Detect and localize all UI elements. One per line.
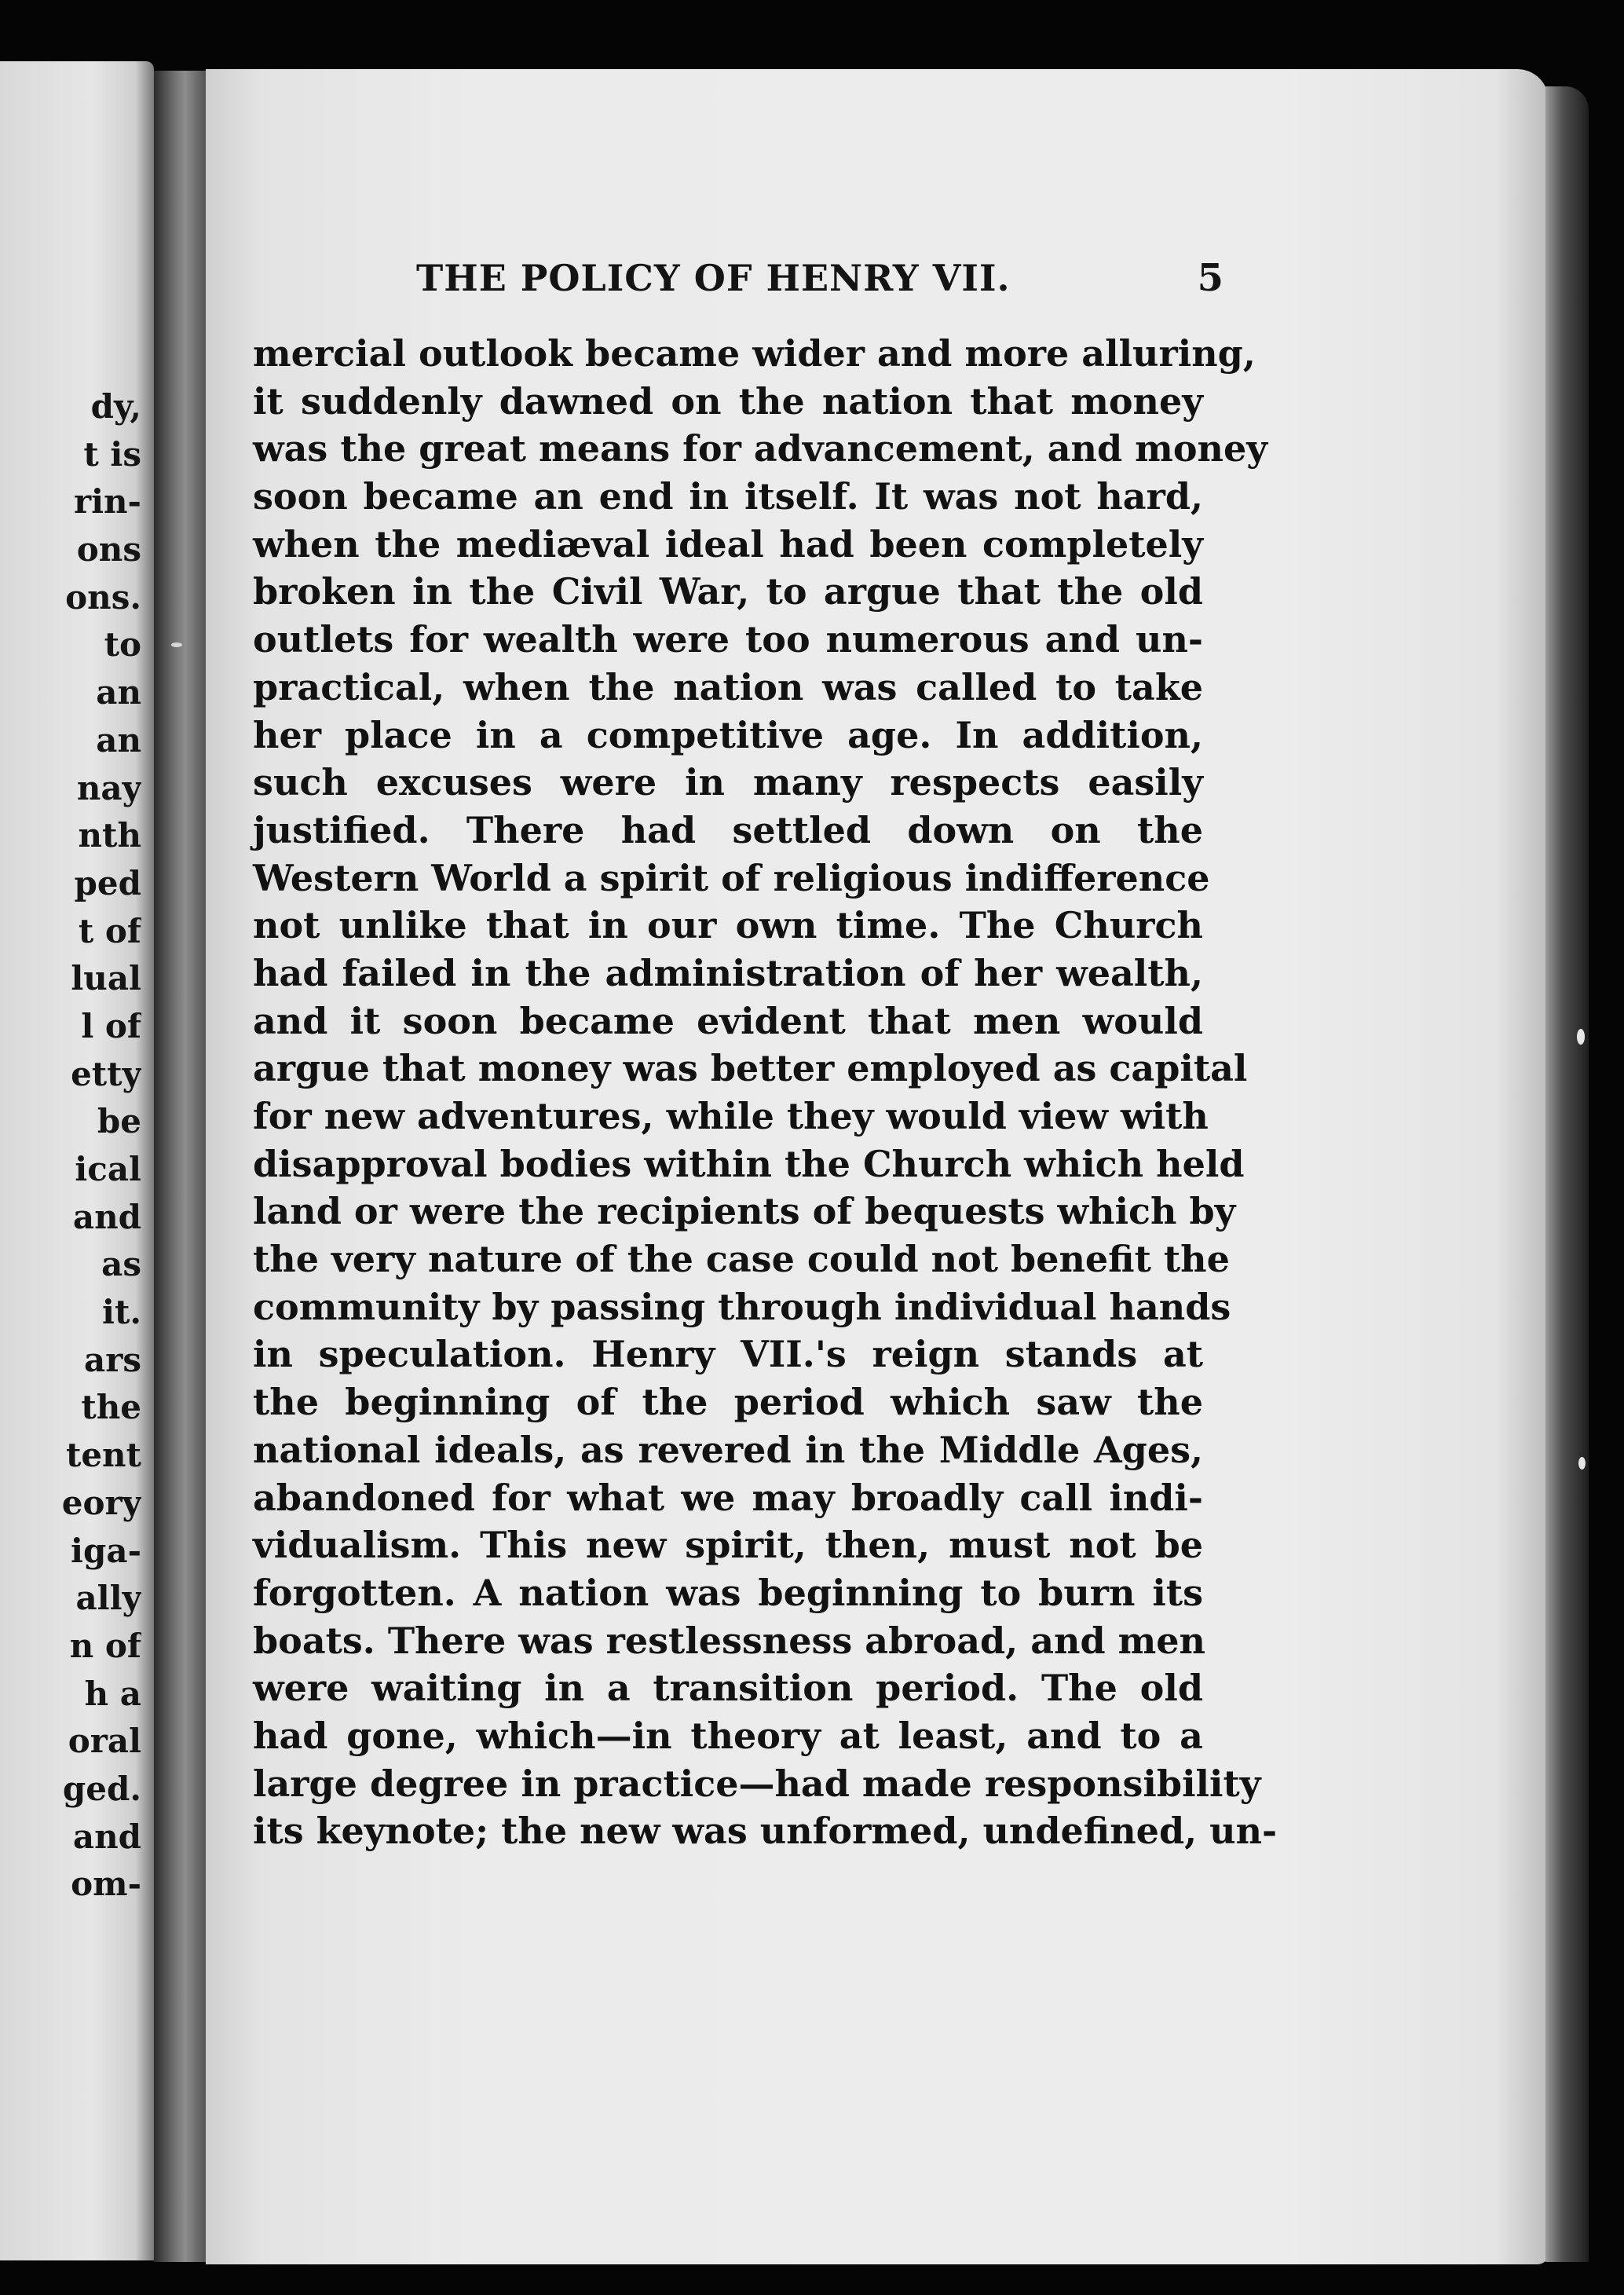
text-line: the beginning of the period which saw the — [253, 1381, 1203, 1424]
text-line: national ideals, as revered in the Middle Ages, — [253, 1428, 1203, 1471]
left-page-text-fragments — [0, 383, 141, 1909]
text-line: in speculation. Henry VII.'s reign stands at — [253, 1333, 1203, 1376]
body-text — [253, 330, 1278, 1855]
text-line: disapproval bodies within the Church which held — [253, 1142, 1245, 1185]
text-line: community by passing through individual hands — [253, 1285, 1231, 1328]
left-page-line-fragment: lual — [71, 959, 141, 998]
scan-speck — [1578, 1457, 1586, 1470]
left-page-line-fragment: the — [81, 1388, 141, 1427]
left-page-line-fragment: ally — [75, 1579, 141, 1618]
text-line: practical, when the nation was called to take — [253, 665, 1203, 708]
text-line: had gone, which—in theory at least, and to a — [253, 1714, 1203, 1757]
text-line: the very nature of the case could not benefit the — [253, 1238, 1230, 1281]
text-line: when the mediæval ideal had been completely — [253, 522, 1203, 566]
left-page-line-fragment: nay — [76, 768, 141, 807]
left-page-line-fragment: nth — [78, 816, 141, 855]
left-page-line-fragment: be — [97, 1102, 141, 1141]
left-page-line-fragment: as — [101, 1245, 141, 1284]
text-line: were waiting in a transition period. The old — [253, 1667, 1203, 1710]
text-line: it suddenly dawned on the nation that money — [253, 379, 1203, 423]
running-head — [416, 253, 1223, 303]
left-page-line-fragment: ped — [74, 863, 141, 902]
scan-speck — [171, 642, 182, 647]
left-page-line-fragment: to — [104, 625, 141, 664]
text-line: forgotten. A nation was beginning to burn its — [253, 1571, 1203, 1614]
left-page-line-fragment: and — [72, 1817, 141, 1856]
text-line: not unlike that in our own time. The Church — [253, 904, 1203, 947]
page-number: 5 — [1197, 256, 1223, 300]
text-line: was the great means for advancement, and money — [253, 427, 1267, 470]
left-page-line-fragment: iga- — [71, 1531, 141, 1570]
left-page-line-fragment: ons — [76, 530, 141, 569]
left-page-line-fragment: t of — [78, 911, 141, 950]
text-line: soon became an end in itself. It was not hard, — [253, 475, 1203, 518]
left-page-line-fragment: an — [96, 720, 141, 760]
text-line: Western World a spirit of religious indifference — [253, 856, 1210, 899]
text-line: abandoned for what we may broadly call indi- — [253, 1476, 1203, 1519]
left-page-line-fragment: ged. — [62, 1769, 141, 1808]
text-line: outlets for wealth were too numerous and un- — [253, 618, 1203, 661]
running-title: THE POLICY OF HENRY VII. — [416, 257, 1011, 299]
scan-speck — [1577, 1029, 1585, 1045]
text-line: justified. There had settled down on the — [253, 808, 1203, 851]
text-line: had failed in the administration of her wealth, — [253, 951, 1203, 994]
text-line: vidualism. This new spirit, then, must not be — [253, 1524, 1203, 1567]
left-page-line-fragment: ars — [84, 1340, 141, 1379]
text-line: land or were the recipients of bequests which by — [253, 1190, 1236, 1233]
book-gutter — [154, 71, 210, 2262]
text-line: mercial outlook became wider and more alluring, — [253, 332, 1256, 375]
text-line: such excuses were in many respects easily — [253, 761, 1203, 804]
left-page-line-fragment: oral — [68, 1722, 141, 1761]
left-page-line-fragment: rin- — [73, 482, 141, 522]
left-facing-page — [0, 61, 154, 2260]
left-page-line-fragment: h a — [84, 1674, 141, 1713]
text-line: and it soon became evident that men would — [253, 999, 1203, 1042]
left-page-line-fragment: l of — [81, 1006, 141, 1045]
left-page-line-fragment: ons. — [65, 577, 141, 617]
left-page-line-fragment: n of — [69, 1626, 141, 1665]
left-page-line-fragment: tent — [65, 1436, 141, 1475]
left-page-line-fragment: and — [72, 1197, 141, 1236]
page-edge-shadow — [1545, 86, 1589, 2262]
text-line: boats. There was restlessness abroad, and men — [253, 1619, 1206, 1662]
left-page-line-fragment: ical — [75, 1150, 141, 1188]
text-line: its keynote; the new was unformed, undefined, un- — [253, 1810, 1278, 1853]
text-line: her place in a competitive age. In addition, — [253, 713, 1203, 756]
left-page-line-fragment: an — [96, 673, 141, 712]
left-page-line-fragment: t is — [83, 434, 141, 474]
left-page-line-fragment: dy, — [90, 387, 141, 426]
text-line: broken in the Civil War, to argue that the old — [253, 570, 1203, 613]
left-page-line-fragment: om- — [71, 1865, 141, 1904]
left-page-line-fragment: eory — [61, 1483, 141, 1522]
text-line: large degree in practice—had made responsibility — [253, 1762, 1261, 1805]
left-page-line-fragment: it. — [102, 1293, 141, 1332]
text-line: for new adventures, while they would view with — [253, 1095, 1209, 1137]
left-page-line-fragment: etty — [71, 1054, 141, 1093]
text-line: argue that money was better employed as capital — [253, 1047, 1248, 1090]
